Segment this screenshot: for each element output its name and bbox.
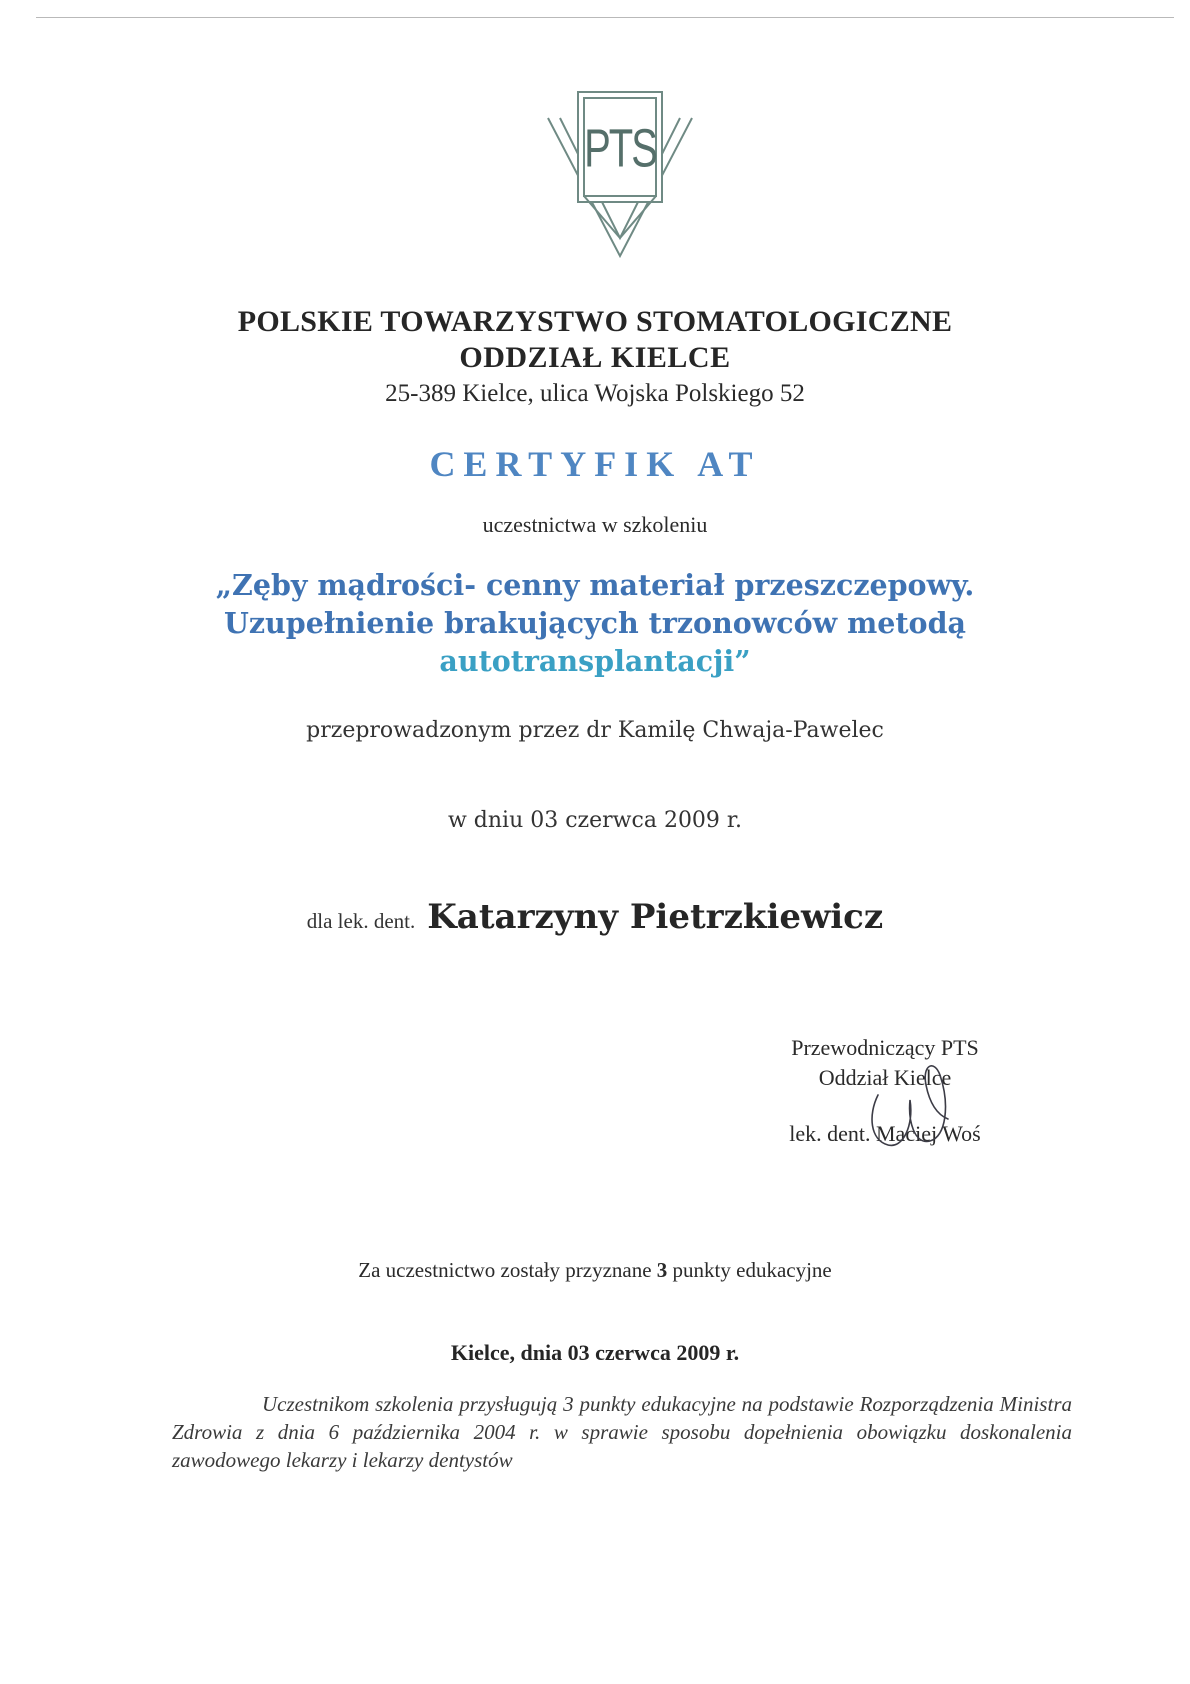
organization-address: 25-389 Kielce, ulica Wojska Polskiego 52 xyxy=(385,380,805,407)
recipient-line xyxy=(0,897,1190,937)
handwritten-signature xyxy=(848,1045,968,1155)
certificate-title: CERTYFIK AT xyxy=(429,444,761,484)
recipient-name: Katarzyny Pietrzkiewicz xyxy=(427,897,884,937)
recipient-label: dla lek. dent. xyxy=(306,909,416,933)
points-count: 3 xyxy=(656,1258,668,1282)
issue-place-date: Kielce, dnia 03 czerwca 2009 r. xyxy=(450,1340,740,1365)
training-topic-line-3: autotransplantacji” xyxy=(439,644,751,678)
education-points-line xyxy=(0,1258,1190,1283)
certificate-subtitle: uczestnictwa w szkoleniu xyxy=(482,512,708,537)
scan-edge-line xyxy=(36,17,1174,18)
organization-name: POLSKIE TOWARZYSTWO STOMATOLOGICZNE xyxy=(237,305,953,338)
training-topic-line-1: „Zęby mądrości- cenny materiał przeszczepowy. xyxy=(215,568,975,602)
points-prefix: Za uczestnictwo zostały przyznane xyxy=(358,1258,652,1282)
training-date: w dniu 03 czerwca 2009 r. xyxy=(447,808,743,833)
lecturer-line: przeprowadzonym przez dr Kamilę Chwaja-Pawelec xyxy=(306,718,884,743)
points-suffix: punkty edukacyjne xyxy=(672,1258,832,1282)
signatory-name: lek. dent. Maciej Woś xyxy=(789,1121,981,1146)
signatory-branch: Oddział Kielce xyxy=(818,1065,952,1090)
svg-text:PTS: PTS xyxy=(584,118,656,179)
legal-footnote: Uczestnikom szkolenia przysługują 3 punkty edukacyjne na podstawie Rozporządzenia Ministra Zdrowia z dnia 6 października 2004 r. w sprawie sposobu dopełnienia obowiązku doskonalenia zawodowego lekarzy i lekarzy dentystów xyxy=(172,1392,1072,1472)
training-topic-line-2: Uzupełnienie brakujących trzonowców metodą xyxy=(224,606,966,640)
pts-logo xyxy=(540,88,700,260)
organization-branch: ODDZIAŁ KIELCE xyxy=(459,341,731,374)
signatory-title: Przewodniczący PTS xyxy=(791,1035,979,1060)
